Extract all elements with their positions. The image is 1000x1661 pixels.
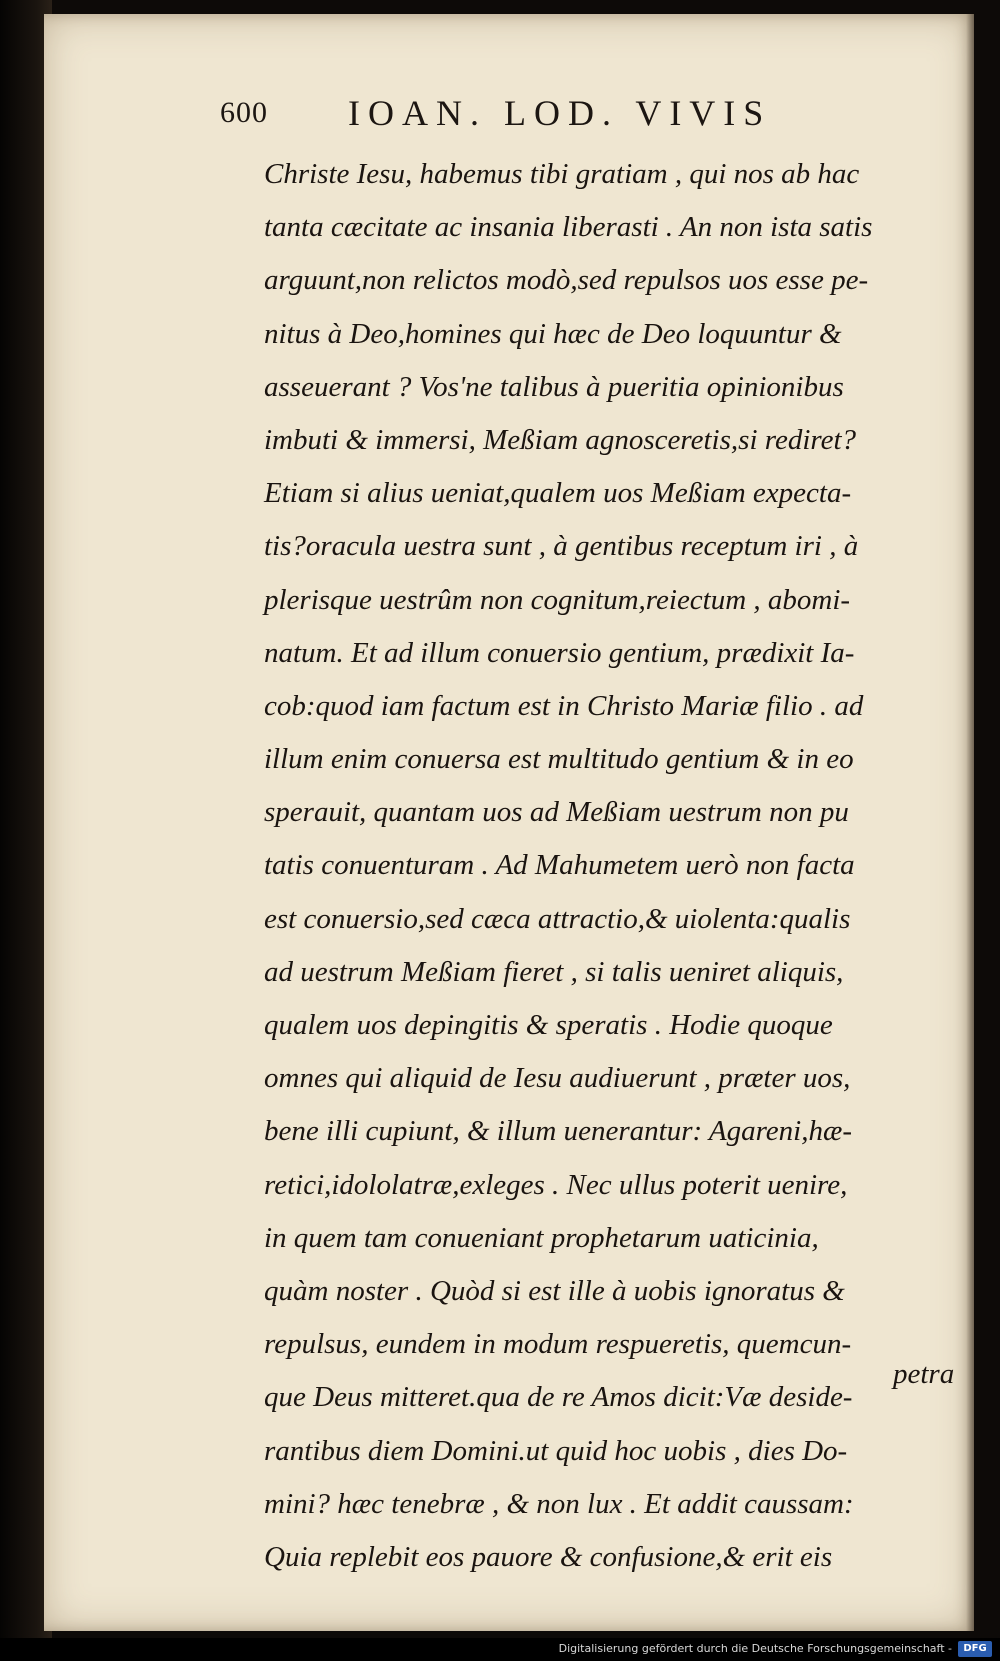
text-line: omnes qui aliquid de Iesu audiuerunt , præter uos, bbox=[264, 1062, 851, 1095]
text-line: plerisque uestrûm non cognitum,reiectum , abomi- bbox=[264, 583, 851, 616]
text-line: quàm noster . Quòd si est ille à uobis ignoratus & bbox=[264, 1274, 845, 1307]
text-line: ad uestrum Meßiam fieret , si talis ueniret aliquis, bbox=[264, 955, 844, 988]
dfg-logo: DFG bbox=[958, 1641, 992, 1657]
text-line: nitus à Deo,homines qui hæc de Deo loquuntur & bbox=[264, 317, 842, 350]
text-line: asseuerant ? Vos'ne talibus à pueritia opinionibus bbox=[264, 370, 844, 403]
running-head bbox=[220, 86, 820, 146]
body-text bbox=[264, 148, 964, 1584]
text-line: Etiam si alius ueniat,qualem uos Meßiam expecta- bbox=[264, 477, 852, 510]
funding-credit: Digitalisierung gefördert durch die Deutsche Forschungsgemeinschaft - bbox=[558, 1642, 952, 1655]
catchword: petra bbox=[893, 1358, 955, 1390]
text-line: tis?oracula uestra sunt , à gentibus receptum iri , à bbox=[264, 530, 859, 563]
text-line: Quia replebit eos pauore & confusione,& erit eis bbox=[264, 1540, 833, 1573]
text-line: tanta cæcitate ac insania liberasti . An non ista satis bbox=[264, 211, 873, 244]
text-line: tatis conuenturam . Ad Mahumetem uerò non facta bbox=[264, 849, 855, 882]
text-line: imbuti & immersi, Meßiam agnosceretis,si rediret? bbox=[264, 423, 857, 456]
running-head-title: IOAN. LOD. VIVIS bbox=[348, 93, 772, 133]
page-edge-shadow bbox=[966, 14, 974, 1631]
text-line: mini? hæc tenebræ , & non lux . Et addit caussam: bbox=[264, 1487, 854, 1520]
text-line: que Deus mitteret.qua de re Amos dicit:Væ deside- bbox=[264, 1381, 853, 1414]
text-line: repulsus, eundem in modum respueretis, quemcun- bbox=[264, 1328, 852, 1361]
text-line: natum. Et ad illum conuersio gentium, prædixit Ia- bbox=[264, 636, 855, 669]
text-line: retici,idololatræ,exleges . Nec ullus poterit uenire, bbox=[264, 1168, 848, 1201]
text-line: arguunt,non relictos modò,sed repulsos uos esse pe- bbox=[264, 264, 869, 297]
text-line: est conuersio,sed cæca attractio,& uiolenta:qualis bbox=[264, 902, 851, 935]
text-line: qualem uos depingitis & speratis . Hodie quoque bbox=[264, 1009, 833, 1041]
page-number: 600 bbox=[220, 96, 268, 129]
text-line: illum enim conuersa est multitudo gentium & in eo bbox=[264, 743, 854, 776]
text-line: Christe Iesu, habemus tibi gratiam , qui nos ab hac bbox=[264, 158, 860, 190]
text-line: bene illi cupiunt, & illum uenerantur: Agareni,hæ- bbox=[264, 1115, 852, 1148]
text-line: cob:quod iam factum est in Christo Mariæ filio . ad bbox=[264, 689, 864, 722]
digitization-footer bbox=[0, 1638, 1000, 1661]
text-line: in quem tam conueniant prophetarum uaticinia, bbox=[264, 1221, 819, 1254]
text-line: sperauit, quantam uos ad Meßiam uestrum non pu bbox=[264, 796, 849, 829]
text-line: rantibus diem Domini.ut quid hoc uobis , dies Do- bbox=[264, 1434, 848, 1467]
